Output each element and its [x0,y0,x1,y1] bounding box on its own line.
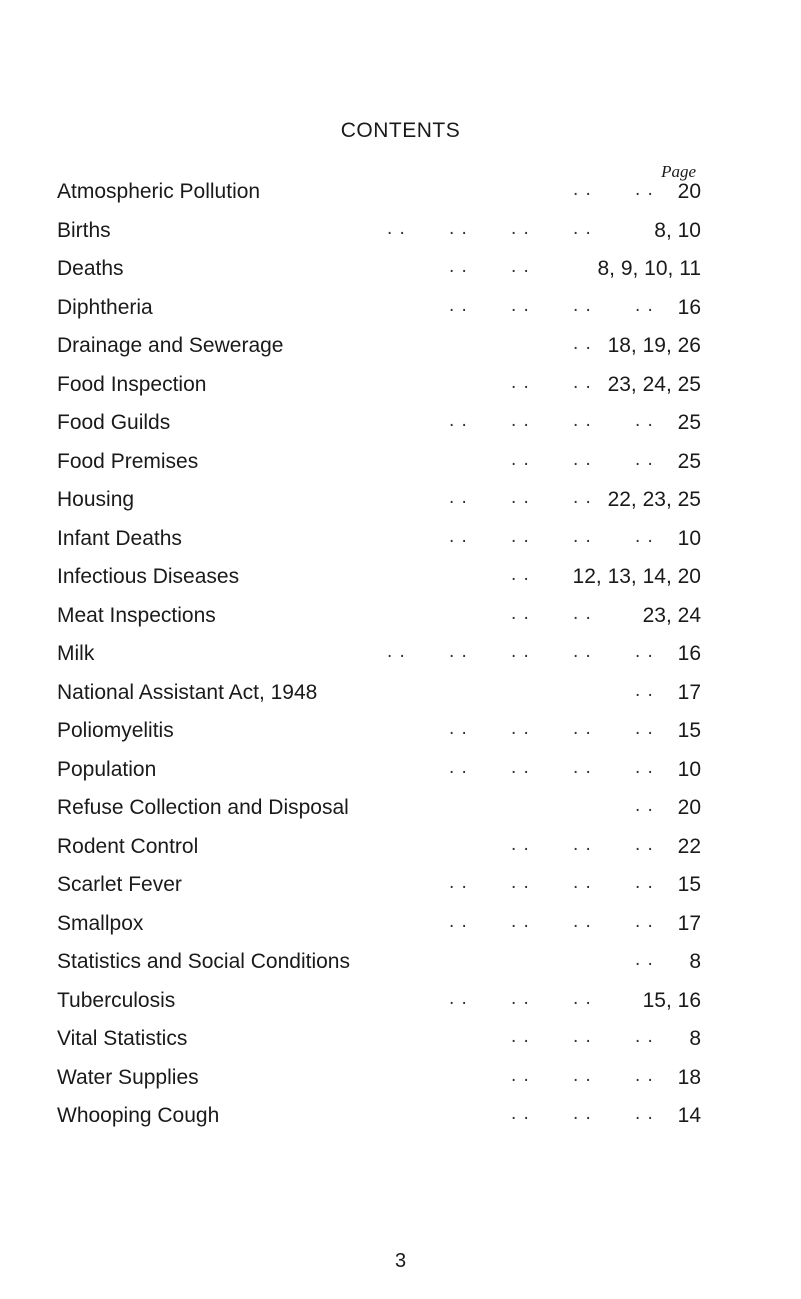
entry-label: Whooping Cough [57,1104,220,1127]
entry-label: Atmospheric Pollution [57,180,261,203]
entry-pages: 8, 10 [654,218,701,242]
dot-leader: . . [387,641,406,662]
entry-pages: 17 [677,680,701,704]
contents-entry [57,212,701,251]
dot-leader: . . [635,756,654,778]
dot-leader: . . [573,641,592,662]
dot-leader: . . [635,179,654,200]
entry-pages: 10 [677,526,701,550]
dot-leader: . . [449,641,468,662]
dot-leader: . . [635,294,654,316]
dot-leader: . . [635,833,654,855]
dot-leader: . . [573,294,592,316]
dot-leader: . . [449,987,468,1009]
contents-entry [57,404,701,443]
entry-label: Infant Deaths [57,526,182,550]
entry-label: National Assistant Act, 1948 [57,680,318,704]
dot-leader: . . [635,1026,654,1047]
dot-leader: . . [573,756,592,778]
contents-entry [57,866,701,905]
dot-leader: . . [449,294,468,316]
dot-leader: . . [573,487,592,508]
contents-entry [57,173,701,212]
entry-label: Food Premises [57,449,199,473]
dot-leader: . . [573,1064,592,1086]
entry-label: Food Inspection [57,372,207,396]
entry-label: Population [57,757,157,781]
entry-pages: 16 [677,642,701,665]
entry-pages: 20 [677,796,701,819]
dot-leader: . . [573,1026,592,1047]
dot-leader: . . [635,949,654,970]
dot-leader: . . [635,910,654,932]
dot-leader: . . [511,487,530,508]
contents-entry [57,366,701,405]
dot-leader: . . [573,410,592,431]
dot-leader: . . [635,641,654,662]
dot-leader: . . [449,256,468,277]
entry-pages: 8 [689,950,701,973]
entry-label: Refuse Collection and Disposal [57,796,349,819]
page-column-heading: Page [661,162,696,181]
entry-pages: 16 [677,295,701,319]
entry-pages: 17 [677,911,701,935]
contents-entry [57,558,701,597]
dot-leader: . . [573,217,592,239]
entry-pages: 18 [677,1065,701,1089]
entry-pages: 12, 13, 14, 20 [572,565,701,588]
entry-pages: 15, 16 [642,988,701,1012]
dot-leader: . . [573,872,592,893]
dot-leader: . . [635,718,654,739]
contents-entry [57,289,701,328]
dot-leader: . . [511,564,530,585]
dot-leader: . . [573,910,592,932]
dot-leader: . . [635,1103,654,1124]
dot-leader: . . [635,525,654,547]
dot-leader: . . [511,602,530,624]
contents-entry [57,982,701,1021]
entry-label: Statistics and Social Conditions [57,950,350,973]
contents-entry [57,1020,701,1059]
entry-pages: 15 [677,719,701,742]
page-number: 3 [394,1250,407,1272]
dot-leader: . . [635,448,654,470]
dot-leader: . . [573,525,592,547]
dot-leader: . . [511,756,530,778]
dot-leader: . . [511,448,530,470]
entry-label: Meat Inspections [57,603,216,627]
dot-leader: . . [449,910,468,932]
entry-label: Milk [57,642,95,665]
entry-label: Scarlet Fever [57,873,182,896]
page-title: CONTENTS [340,119,461,142]
dot-leader: . . [573,718,592,739]
dot-leader: . . [511,641,530,662]
entry-pages: 23, 24 [642,603,701,627]
contents-entry [57,789,701,828]
dot-leader: . . [511,987,530,1009]
entry-label: Water Supplies [57,1065,199,1089]
dot-leader: . . [511,833,530,855]
dot-leader: . . [449,487,468,508]
contents-entry [57,635,701,674]
dot-leader: . . [511,1064,530,1086]
entry-pages: 22, 23, 25 [607,488,701,511]
entry-label: Smallpox [57,911,144,935]
entry-pages: 8, 9, 10, 11 [597,257,701,280]
entry-pages: 22 [677,834,701,858]
dot-leader: . . [511,217,530,239]
contents-entry [57,327,701,366]
contents-entry [57,751,701,790]
entry-label: Housing [57,488,135,511]
entry-pages: 18, 19, 26 [607,334,701,357]
entry-label: Diphtheria [57,295,153,319]
dot-leader: . . [573,371,592,393]
dot-leader: . . [511,294,530,316]
contents-entry [57,905,701,944]
entry-pages: 10 [677,757,701,781]
dot-leader: . . [635,795,654,816]
contents-entry [57,520,701,559]
dot-leader: . . [635,679,654,701]
dot-leader: . . [449,410,468,431]
dot-leader: . . [635,872,654,893]
dot-leader: . . [511,410,530,431]
dot-leader: . . [449,525,468,547]
dot-leader: . . [449,756,468,778]
entry-pages: 23, 24, 25 [607,372,701,396]
entry-pages: 14 [677,1104,701,1127]
dot-leader: . . [573,833,592,855]
entry-label: Births [57,218,111,242]
entry-label: Infectious Diseases [57,565,240,588]
contents-entry [57,712,701,751]
dot-leader: . . [573,602,592,624]
dot-leader: . . [573,1103,592,1124]
contents-entry [57,250,701,289]
dot-leader: . . [511,910,530,932]
entry-label: Rodent Control [57,834,199,858]
dot-leader: . . [511,1103,530,1124]
dot-leader: . . [511,525,530,547]
entry-label: Deaths [57,257,124,280]
entry-pages: 25 [677,411,701,434]
dot-leader: . . [573,333,592,354]
dot-leader: . . [573,987,592,1009]
dot-leader: . . [449,872,468,893]
dot-leader: . . [573,448,592,470]
contents-entry [57,943,701,982]
entry-pages: 8 [689,1027,701,1050]
entry-label: Poliomyelitis [57,719,174,742]
contents-list [57,173,701,1136]
dot-leader: . . [511,872,530,893]
contents-entry [57,597,701,636]
entry-pages: 20 [677,180,701,203]
contents-entry [57,443,701,482]
dot-leader: . . [511,256,530,277]
contents-entry [57,674,701,713]
entry-pages: 15 [677,873,701,896]
dot-leader: . . [511,1026,530,1047]
dot-leader: . . [449,217,468,239]
contents-entry [57,481,701,520]
contents-entry [57,1059,701,1098]
dot-leader: . . [449,718,468,739]
dot-leader: . . [635,410,654,431]
dot-leader: . . [511,371,530,393]
dot-leader: . . [387,217,406,239]
entry-pages: 25 [677,449,701,473]
entry-label: Food Guilds [57,411,171,434]
entry-label: Drainage and Sewerage [57,334,284,357]
dot-leader: . . [511,718,530,739]
contents-entry [57,1097,701,1136]
entry-label: Vital Statistics [57,1027,188,1050]
entry-label: Tuberculosis [57,988,176,1012]
dot-leader: . . [573,179,592,200]
contents-entry [57,828,701,867]
dot-leader: . . [635,1064,654,1086]
